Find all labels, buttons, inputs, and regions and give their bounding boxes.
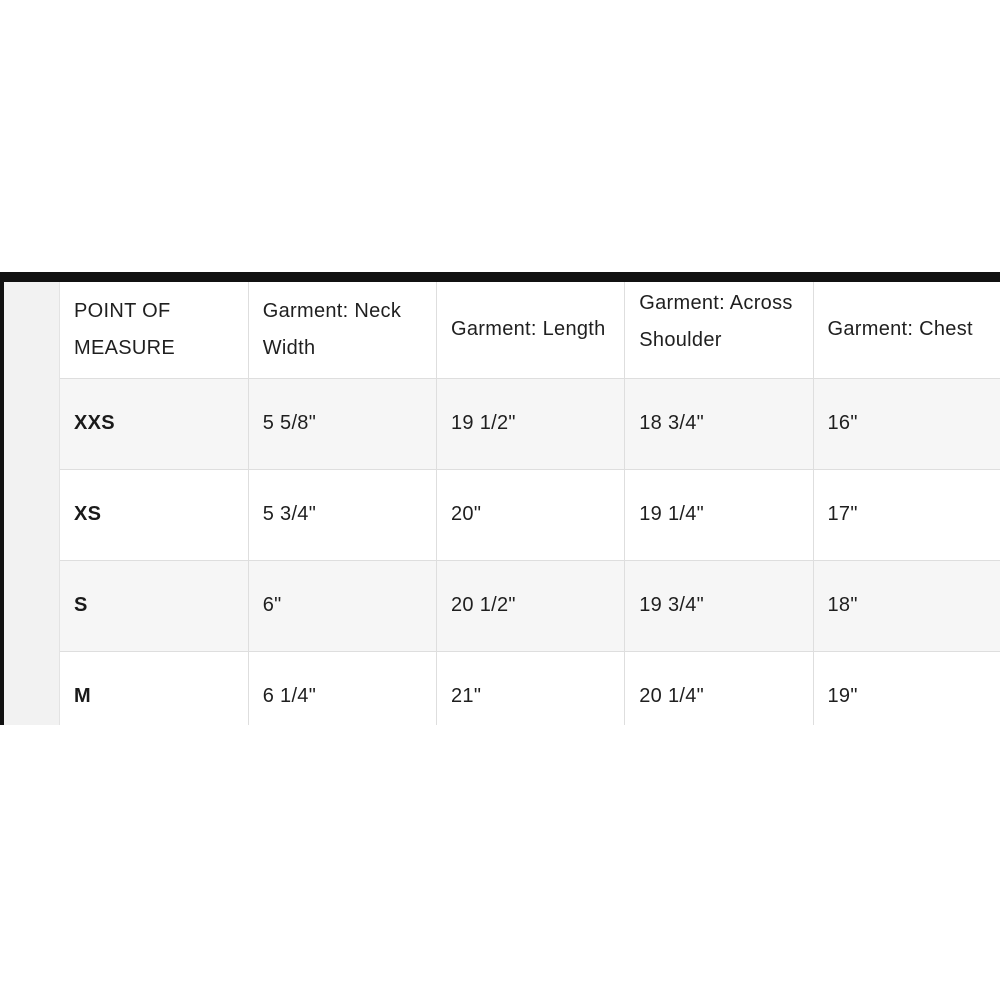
size-label: S (60, 560, 248, 651)
header-row (60, 282, 1000, 378)
chest-value: 19" (813, 651, 1000, 725)
window-top-border (0, 272, 1000, 282)
header-neck-width: Garment: Neck Width (248, 282, 436, 378)
size-label: M (60, 651, 248, 725)
length-value: 20" (437, 469, 625, 560)
header-across-shoulder-text: Garment: Across Shoulder (639, 291, 793, 351)
size-chart-scroll-area[interactable] (60, 282, 1000, 725)
header-across-shoulder (625, 282, 813, 378)
neck-width-value: 6" (248, 560, 436, 651)
length-value: 21" (437, 651, 625, 725)
size-chart-table (60, 282, 1000, 725)
neck-width-value: 5 3/4" (248, 469, 436, 560)
table-row (60, 651, 1000, 725)
neck-width-value: 5 5/8" (248, 378, 436, 469)
header-length: Garment: Length (437, 282, 625, 378)
left-gutter (4, 282, 60, 725)
neck-width-value: 6 1/4" (248, 651, 436, 725)
across-shoulder-value: 20 1/4" (625, 651, 813, 725)
chest-value: 18" (813, 560, 1000, 651)
length-value: 19 1/2" (437, 378, 625, 469)
chest-value: 16" (813, 378, 1000, 469)
table-row (60, 469, 1000, 560)
length-value: 20 1/2" (437, 560, 625, 651)
size-label: XXS (60, 378, 248, 469)
size-chart-frame (0, 272, 1000, 725)
across-shoulder-value: 19 1/4" (625, 469, 813, 560)
across-shoulder-value: 18 3/4" (625, 378, 813, 469)
size-label: XS (60, 469, 248, 560)
table-row (60, 378, 1000, 469)
header-point-of-measure: POINT OF MEASURE (60, 282, 248, 378)
table-row (60, 560, 1000, 651)
chest-value: 17" (813, 469, 1000, 560)
across-shoulder-value: 19 3/4" (625, 560, 813, 651)
header-chest: Garment: Chest (813, 282, 1000, 378)
